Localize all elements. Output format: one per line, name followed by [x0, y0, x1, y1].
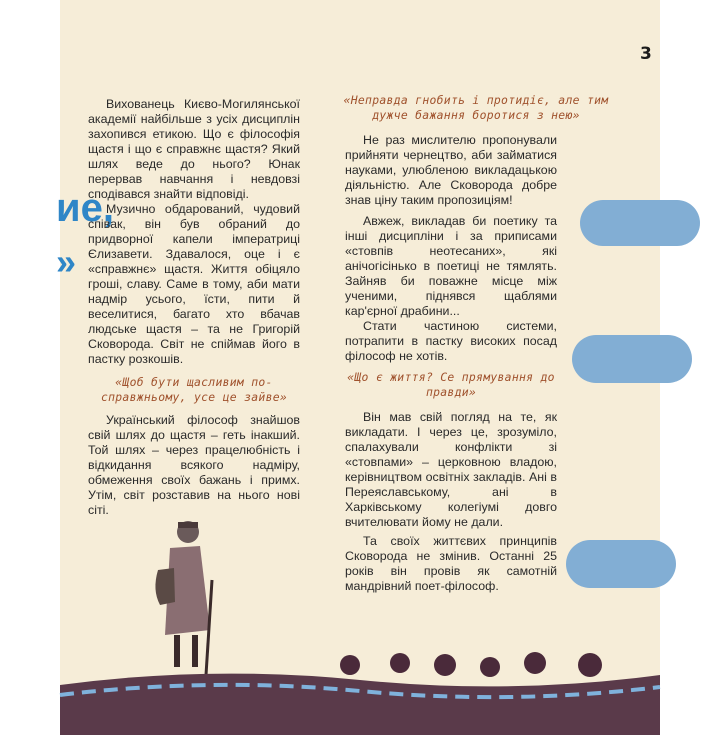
page-number: 3 [640, 44, 652, 64]
title-fragment-2: » [56, 241, 77, 282]
right-paragraph-3: Стати частиною системи, потрапити в пастку високих посад філософ не хотів. [345, 319, 557, 363]
left-paragraph-3: Український філософ знайшов свій шлях до щастя – геть інакший. Той шлях – через працелюбність і відкидання всякого надміру, обмеження своїх бажань і примх. Утім, світ розставив на нього нові сіті. [88, 413, 300, 517]
right-quote-1: «Неправда гнобить і протидіє, але тим дужче бажання боротися з нею» [343, 93, 609, 122]
right-paragraph-1: Не раз мислителю пропонували прийняти чернецтво, аби займатися науками, улюбленою викладацькою діяльністю. Але Сковорода добре знав ціну таким пропозиціям! [345, 133, 557, 207]
right-paragraph-5: Та своїх життєвих принципів Сковорода не змінив. Останні 25 років він провів як самотній мандрівний поет-філософ. [345, 534, 557, 593]
right-column [337, 93, 615, 594]
right-quote-2: «Що є життя? Се прямування до правди» [347, 370, 555, 399]
left-paragraph-2: Музично обдарований, чудовий співак, він був обраний до придворної капели імператриці Єлизавети. Здавалося, оце і є «справжнє» щастя. Життя обіцяло гроші, славу. Саме в тому, аби мати надмір усього, їсти, пити й веселитися, багато хто вбачав людське щастя – та не Григорій Сковорода. Світ не спіймав його в пастку розкошів. [88, 202, 300, 366]
ground-illustration [60, 655, 660, 735]
title-fragment-1: ие, [56, 186, 114, 230]
book-page [56, 0, 660, 720]
right-paragraph-4: Він мав свій погляд на те, як викладати. І через це, зрозуміло, спалахували конфлікти зі «стовпами» – церковною владою, керівництвом освітніх закладів. Ані в Переяславському, ані в Харківському колегіумі довго вчителювати йому не дали. [345, 410, 557, 529]
cloud-1 [580, 200, 700, 246]
left-paragraph-1: Вихованець Києво-Могилянської академії найбільше з усіх дисциплін захопився етикою. Що є філософія щастя і що є справжнє щастя? Який шлях веде до нього? Юнак перервав навчання і невдовзі сподівався знайти відповіді. [88, 97, 300, 201]
left-column [88, 97, 300, 518]
left-quote: «Щоб бути щасливим по-справжньому, усе це зайве» [100, 375, 288, 404]
cloud-2 [572, 335, 692, 383]
cloud-3 [566, 540, 676, 588]
right-paragraph-2: Авжеж, викладав би поетику та інші дисципліни і за приписами «стовпів неотесаних», які анічогісінько в поетиці не тямлять. Зайняв би поважне місце між ученими, піднявся щаблями кар'єрної драбини... [345, 214, 557, 318]
